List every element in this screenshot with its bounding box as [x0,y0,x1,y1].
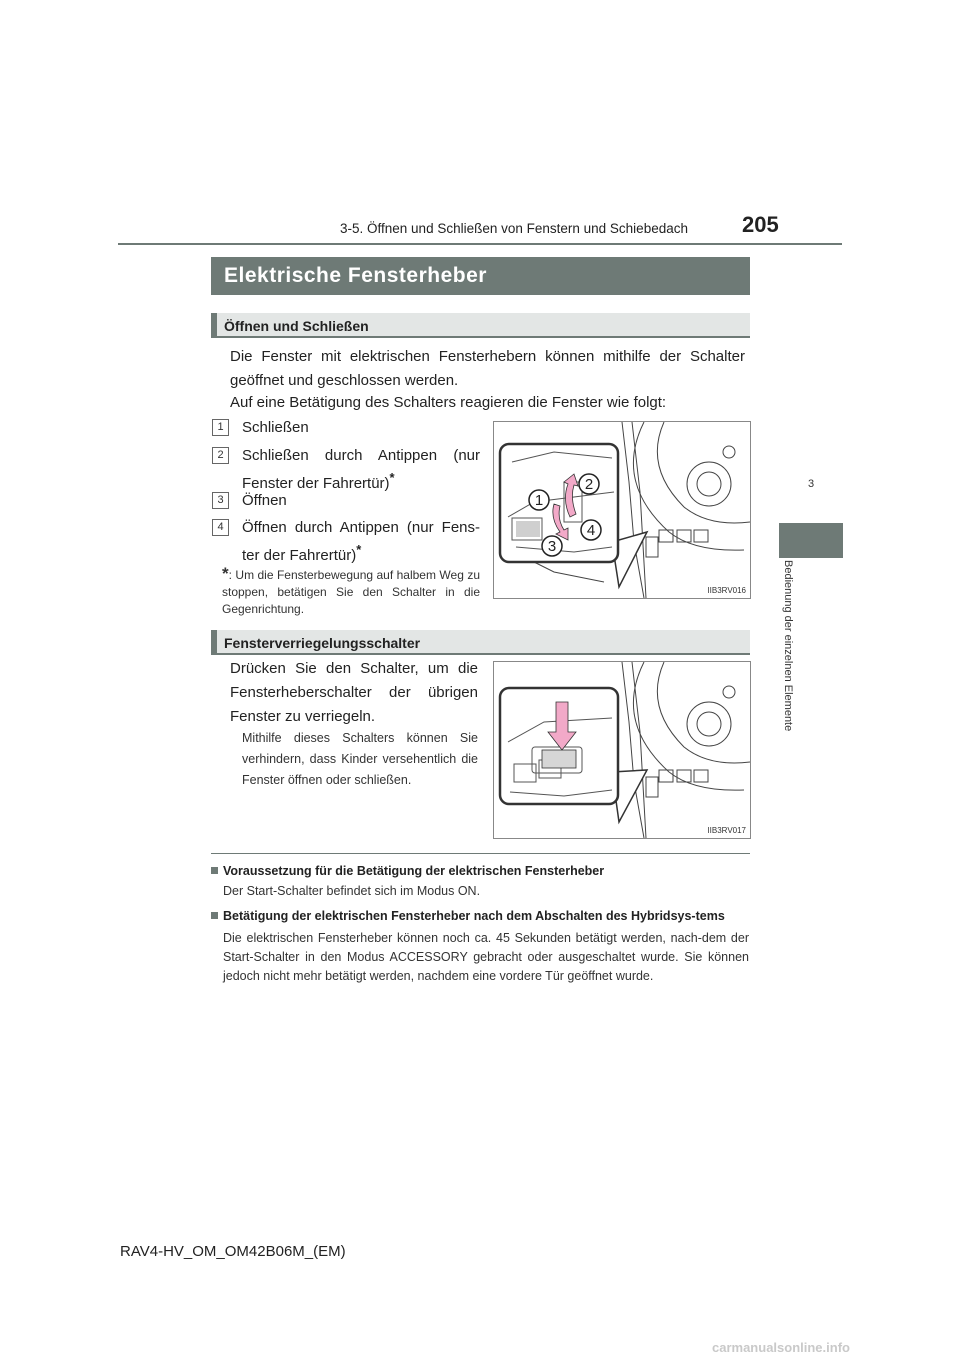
page-title: Elektrische Fensterheber [211,257,750,295]
running-header-section: 3-5. Öffnen und Schließen von Fenstern und Schiebedach [340,221,688,236]
footnote-star: * [389,470,395,485]
heading-marker [211,313,217,336]
watermark: carmanualsonline.info [712,1340,850,1355]
square-bullet-icon [211,912,218,919]
note-heading [211,864,749,878]
step-number: 1 [212,419,229,436]
section-heading-label: Öffnen und Schließen [224,318,369,334]
section1-intro: Die Fenster mit elektrischen Fensterhebern können mithilfe der Schalter geöffnet und geschlossen werden. [230,348,745,389]
square-bullet-icon [211,867,218,874]
footnote-star: * [356,542,362,557]
step-text-body: Schließen durch Antippen (nur Fenster der Fahrertür) [242,447,480,492]
note-body: Die elektrischen Fensterheber können noch ca. 45 Sekunden betätigt werden, nach-dem der Start-Schalter in den Modus ACCESSORY gebracht oder ausgeschaltet wurde. Sie können jedoch nicht mehr betätigt werden, nachdem eine vordere Tür geöffnet wurde. [223,931,749,983]
chapter-title-vertical [782,560,810,780]
note-body: Der Start-Schalter befindet sich im Modus ON. [223,884,481,898]
note-heading-text: Betätigung der elektrischen Fensterheber nach dem Abschalten des Hybridsys-tems [223,909,725,923]
footnote-text: : Um die Fensterbewegung auf halbem Weg zu stoppen, betätigen Sie den Schalter in die Gegenrichtung. [222,568,480,616]
section2-note: Mithilfe dieses Schalters können Sie verhindern, dass Kinder versehentlich die Fenster öffnen oder schließen. [242,731,478,787]
step-3 [212,490,480,512]
window-lock-switch-illustration [494,662,750,838]
window-switch-illustration [494,422,750,598]
step-text: Schließen [242,419,309,436]
section1-lead: Auf eine Betätigung des Schalters reagieren die Fenster wie folgt: [230,394,667,411]
section-heading-lock-switch [211,630,750,655]
note-1 [211,864,749,901]
note-heading [211,907,749,925]
document-code-footer: RAV4-HV_OM_OM42B06M_(EM) [120,1243,346,1260]
step-number: 3 [212,492,229,509]
note-2 [211,907,749,986]
callout-4: 4 [586,522,596,539]
header-rule [118,243,842,245]
figure-code: IIB3RV017 [707,826,746,835]
step-2 [212,445,480,492]
step-number: 4 [212,519,229,536]
callout-2: 2 [584,476,594,493]
figure-window-switch [493,421,751,599]
heading-marker [211,630,217,653]
step-4 [212,517,480,564]
step-1 [212,417,480,439]
notes-divider [211,853,750,854]
page-number: 205 [742,212,779,237]
callout-3: 3 [547,538,557,555]
footnote-mark: * [222,564,229,583]
chapter-number: 3 [807,478,815,490]
step-number: 2 [212,447,229,464]
step-text [242,445,480,495]
footnote [222,565,480,618]
callout-1: 1 [534,492,544,509]
step-text [242,517,480,567]
step-text: Öffnen [242,492,287,509]
figure-code: IIB3RV016 [707,586,746,595]
section-heading-label: Fensterverriegelungsschalter [224,635,421,651]
chapter-tab [779,523,843,558]
section2-text: Drücken Sie den Schalter, um die Fensterheberschalter der übrigen Fenster zu verriegeln. [230,660,478,725]
step-text-body: Öffnen durch Antippen (nur Fens-ter der Fahrertür) [242,519,480,564]
figure-window-lock-switch [493,661,751,839]
section-heading-open-close [211,313,750,338]
chapter-title: Bedienung der einzelnen Elemente [782,560,794,732]
note-heading-text: Voraussetzung für die Betätigung der elektrischen Fensterheber [223,864,605,878]
